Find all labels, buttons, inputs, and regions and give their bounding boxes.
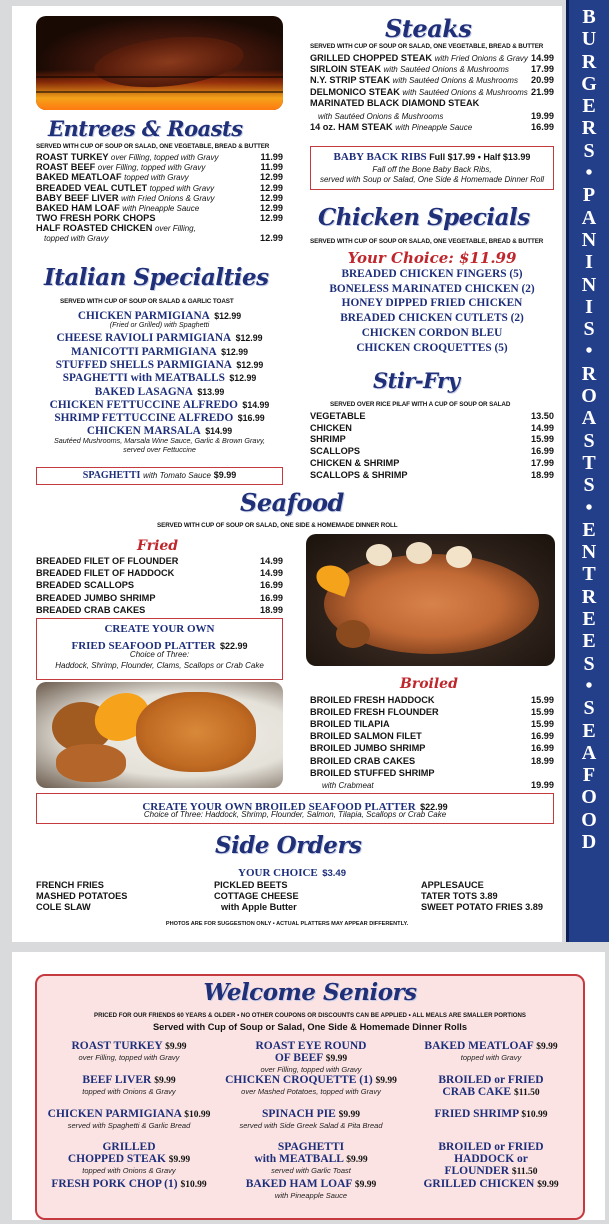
senior-item [41, 1141, 217, 1176]
broiled-row-price: 15.99 [531, 719, 554, 730]
broiled-row-name: BROILED FRESH FLOUNDER [310, 707, 439, 718]
broiled-row-price: 16.99 [531, 743, 554, 754]
seniors-page [12, 952, 605, 1220]
photo-disclaimer: PHOTOS ARE FOR SUGGESTION ONLY • ACTUAL PLATTERS MAY APPEAR DIFFERENTLY. [165, 921, 409, 927]
broiled-platter-box [36, 793, 554, 824]
senior-item-note: with Pineapple Sauce [274, 1191, 348, 1200]
spaghetti-price: $9.99 [213, 470, 237, 480]
senior-item-name-text: BEEF LIVER [82, 1074, 152, 1086]
broiled-row-name: BROILED STUFFED SHRIMP [310, 767, 435, 778]
senior-item-price: $9.99 [537, 1180, 559, 1190]
italian-row-price: $12.99 [229, 373, 257, 384]
senior-item [403, 1178, 579, 1191]
broiled-row-price: 18.99 [531, 755, 554, 766]
senior-item-price: $9.99 [165, 1042, 187, 1052]
fried-row [36, 593, 155, 604]
ribs-note: Fall off the Bone Baby Back Ribs, [372, 165, 492, 174]
stirfry-title: Stir-Fry [373, 368, 460, 393]
senior-item-name-text: BAKED MEATLOAF [424, 1040, 534, 1052]
side-item-name: TATER TOTS [421, 891, 478, 901]
broiled-row-price: 19.99 [531, 779, 554, 790]
senior-item-name-text: FLOUNDER [444, 1165, 510, 1177]
ribs-half: Half $13.99 [483, 152, 531, 162]
senior-item-price: $9.99 [354, 1180, 377, 1190]
italian-row-name: SHRIMP FETTUCCINE ALFREDO [54, 412, 234, 425]
senior-item-name [223, 1153, 399, 1166]
senior-item-name [403, 1086, 579, 1099]
side-item [421, 891, 498, 902]
stirfry-row-name: SCALLOPS [310, 446, 361, 457]
italian-row-note: (Fried or Grilled) with Spaghetti [109, 320, 210, 330]
stirfry-row [310, 458, 399, 469]
senior-item-note: over Mashed Potatoes, topped with Gravy [241, 1087, 381, 1096]
stirfry-row-name: VEGETABLE [310, 411, 366, 421]
broiled-row [310, 731, 422, 742]
italian-row-note: Sautéed Mushrooms, Marsala Wine Sauce, Garlic & Brown Gravy, [53, 435, 266, 445]
entree-row-name: BAKED HAM LOAF [36, 203, 120, 213]
entree-row-name: ROAST BEEF [36, 162, 96, 173]
senior-item-name [41, 1178, 217, 1191]
steak-row-price: 21.99 [531, 86, 554, 97]
senior-item-name [403, 1178, 579, 1191]
fried-row-name: BREADED FILET OF FLOUNDER [36, 556, 179, 566]
fried-row-name: BREADED CRAB CAKES [36, 604, 146, 615]
senior-item-name [41, 1108, 217, 1121]
italian-row-price: $16.99 [237, 413, 265, 424]
senior-item-name-text: ROAST TURKEY [71, 1040, 163, 1052]
senior-item-name [403, 1165, 579, 1178]
steak-row-name: N.Y. STRIP STEAK [310, 75, 390, 86]
ribs-box [310, 146, 554, 190]
fried-row [36, 605, 145, 616]
broiled-row [310, 707, 439, 718]
side-item-price: 3.89 [525, 902, 544, 912]
fried-row-name: BREADED JUMBO SHRIMP [36, 592, 156, 603]
side-item-name: SWEET POTATO FRIES [421, 902, 523, 912]
senior-item [223, 1040, 399, 1075]
italian-row-name: CHICKEN FETTUCCINE ALFREDO [49, 398, 238, 411]
senior-item [403, 1040, 579, 1063]
senior-item-note: over Filling, topped with Gravy [78, 1053, 180, 1062]
broiled-platter-line1: CREATE YOUR OWN BROILED SEAFOOD PLATTER [142, 801, 416, 813]
senior-item-name-text: SPINACH PIE [261, 1108, 336, 1120]
sides-choice: YOUR CHOICE [238, 867, 318, 879]
ribs-note2: served with Soup or Salad, One Side & Homemade Dinner Roll [319, 175, 545, 184]
senior-item-name [223, 1052, 399, 1065]
senior-item-name-text: with MEATBALL [254, 1153, 344, 1165]
scallops-photo [306, 534, 555, 666]
spaghetti-note: with Tomato Sauce [143, 471, 211, 480]
ribs-sep: • [477, 152, 481, 162]
stirfry-row-name: SCALLOPS & SHRIMP [310, 469, 408, 480]
senior-item-name [403, 1153, 579, 1165]
steak-photo [36, 16, 283, 110]
entree-row-name: HALF ROASTED CHICKEN [36, 223, 153, 234]
steak-row-note: with Fried Onions & Gravy [434, 54, 528, 63]
senior-item [41, 1040, 217, 1063]
senior-item-name [41, 1074, 217, 1087]
chicken-item: HONEY DIPPED FRIED CHICKEN [341, 297, 523, 310]
entree-row-price: 12.99 [260, 233, 283, 244]
seniors-title: Welcome Seniors [203, 979, 417, 1006]
stirfry-row-price: 16.99 [531, 446, 554, 457]
senior-item [223, 1074, 399, 1097]
senior-item [403, 1074, 579, 1099]
chicken-item: CHICKEN CROQUETTES (5) [356, 341, 508, 354]
stirfry-row-price: 17.99 [531, 457, 554, 468]
senior-item-name [223, 1074, 399, 1087]
side-item: COLE SLAW [36, 902, 91, 912]
senior-item-price: $9.99 [375, 1076, 397, 1086]
italian-row-name: STUFFED SHELLS PARMIGIANA [55, 358, 232, 371]
senior-item-name-text: SPAGHETTI [277, 1141, 345, 1153]
italian-row-price: $14.99 [205, 426, 233, 437]
steak-row-note: with Sautéed Onions & Mushrooms [318, 112, 444, 121]
sides-title: Side Orders [215, 832, 362, 859]
stirfry-row-name: SHRIMP [310, 434, 346, 445]
chicken-title: Chicken Specials [318, 204, 530, 231]
spaghetti-name: SPAGHETTI [82, 470, 141, 481]
senior-item-name-text: BROILED or FRIED [438, 1074, 544, 1086]
senior-item-name-text: BAKED HAM LOAF [245, 1178, 353, 1190]
chicken-item: CHICKEN CORDON BLEU [361, 326, 503, 339]
broiled-row-name: BROILED SALMON FILET [310, 731, 422, 742]
steak-row-name: DELMONICO STEAK [310, 86, 400, 97]
senior-item-price: $9.99 [168, 1155, 191, 1165]
chicken-choice: Your Choice: $11.99 [347, 249, 517, 267]
italian-row-name: MANICOTTI PARMIGIANA [70, 345, 217, 358]
steak-row-price: 20.99 [531, 75, 554, 86]
side-item: with Apple Butter [221, 902, 297, 912]
broiled-row [310, 695, 435, 706]
side-item: PICKLED BEETS [214, 880, 288, 890]
italian-row-price: $12.99 [235, 333, 263, 344]
sides-choice-line [238, 863, 346, 881]
entree-row-note2-text: topped with Gravy [44, 234, 109, 244]
senior-item-name-text: FRESH PORK CHOP (1) [51, 1178, 178, 1190]
senior-item [41, 1108, 217, 1131]
senior-item-name-text: CHOPPED STEAK [67, 1153, 166, 1165]
broiled-row [310, 756, 415, 767]
stirfry-row [310, 411, 365, 422]
italian-title: Italian Specialties [44, 264, 269, 291]
italian-row-note2: served over Fettuccine [123, 444, 196, 454]
fried-seafood-photo [36, 682, 283, 788]
senior-item-name-text: GRILLED CHICKEN [423, 1178, 535, 1190]
entree-row-note: over Filling, [154, 224, 196, 234]
senior-item [41, 1074, 217, 1097]
senior-item [41, 1178, 217, 1191]
senior-item-price: $10.99 [521, 1110, 548, 1120]
senior-item-name [403, 1141, 579, 1153]
broiled-row-name: BROILED JUMBO SHRIMP [310, 743, 426, 754]
side-item: MASHED POTATOES [36, 891, 128, 901]
senior-item-name [41, 1153, 217, 1166]
fried-platter-box [36, 618, 283, 680]
entree-row-name: ROAST TURKEY [36, 152, 109, 162]
stirfry-row-price: 15.99 [531, 434, 554, 445]
entree-row-note2 [44, 233, 108, 244]
fried-platter-price: $22.99 [219, 641, 248, 651]
entrees-subtitle: SERVED WITH CUP OF SOUP OR SALAD, ONE VEGETABLE, BREAD & BUTTER [36, 143, 270, 150]
senior-item-note: over Filling, topped with Gravy [260, 1065, 362, 1074]
entree-row-name: BAKED MEATLOAF [36, 172, 122, 183]
senior-item-name [223, 1108, 399, 1121]
italian-row-name: CHICKEN MARSALA [86, 425, 201, 438]
senior-item-name [403, 1074, 579, 1086]
fried-row-price: 16.99 [260, 592, 283, 603]
entree-row-note: topped with Gravy [124, 173, 189, 183]
ribs-name: BABY BACK RIBS [333, 151, 427, 163]
chicken-item: BONELESS MARINATED CHICKEN (2) [329, 282, 535, 295]
broiled-platter-price: $22.99 [420, 802, 448, 812]
fried-row [36, 556, 178, 567]
fried-row-name: BREADED SCALLOPS [36, 580, 135, 591]
seafood-title: Seafood [240, 488, 344, 517]
senior-item-name [223, 1040, 399, 1052]
steak-row [310, 122, 472, 133]
entree-row-name: BREADED VEAL CUTLET [36, 182, 148, 193]
entree-row-note: over Filling, topped with Gravy [97, 163, 206, 173]
chicken-item: BREADED CHICKEN CUTLETS (2) [340, 312, 524, 325]
side-item-price: 3.89 [479, 891, 498, 901]
senior-item-name-text: OF BEEF [274, 1052, 323, 1064]
senior-item-name [223, 1141, 399, 1153]
entree-row-price: 12.99 [260, 213, 283, 224]
stirfry-row-name: CHICKEN & SHRIMP [310, 457, 400, 468]
steak-row-note: with Pineapple Sauce [395, 123, 473, 133]
side-item: COTTAGE CHEESE [214, 891, 299, 901]
senior-item-name-text: BROILED or FRIED [438, 1141, 544, 1153]
seafood-subtitle: SERVED WITH CUP OF SOUP OR SALAD, ONE SIDE & HOMEMADE DINNER ROLL [157, 522, 398, 529]
steaks-subtitle: SERVED WITH CUP OF SOUP OR SALAD, ONE VEGETABLE, BREAD & BUTTER [310, 43, 544, 50]
italian-row-name: CHICKEN PARMIGIANA [77, 310, 210, 322]
senior-item-note: served with Garlic Toast [271, 1166, 351, 1175]
ribs-full: Full $17.99 [429, 152, 476, 162]
senior-item-name-text: GRILLED [102, 1141, 156, 1153]
senior-item-name [403, 1040, 579, 1053]
steak-row-name: MARINATED BLACK DIAMOND STEAK [310, 97, 480, 108]
italian-row-price: $12.99 [236, 359, 264, 370]
stirfry-row [310, 423, 352, 434]
senior-item-price: $9.99 [536, 1042, 558, 1052]
senior-item-name-text: CHICKEN CROQUETTE (1) [225, 1074, 373, 1086]
entree-row-price: 12.99 [260, 182, 283, 193]
senior-item [223, 1108, 399, 1131]
steak-row-price: 16.99 [531, 122, 554, 133]
senior-item [403, 1141, 579, 1178]
broiled-row [322, 780, 374, 791]
side-item-name: APPLESAUCE [421, 880, 484, 890]
senior-item-name-text: CHICKEN PARMIGIANA [47, 1108, 182, 1120]
senior-item-name [41, 1040, 217, 1053]
senior-item-note: topped with Gravy [460, 1053, 522, 1062]
entree-row-note: topped with Gravy [149, 183, 215, 193]
steak-row-note: with Sautéed Onions & Mushrooms [402, 87, 528, 97]
steak-row [310, 75, 518, 86]
senior-item-name-text: CRAB CAKE [442, 1086, 512, 1098]
senior-item-price: $11.50 [513, 1088, 540, 1098]
stirfry-row-price: 18.99 [531, 469, 554, 480]
category-banner [566, 0, 609, 942]
side-item: FRENCH FRIES [36, 880, 104, 890]
side-item [421, 880, 484, 891]
steak-row-name: 14 oz. HAM STEAK [310, 122, 393, 133]
italian-row-name: BAKED LASAGNA [94, 385, 193, 398]
steak-row-price: 17.99 [531, 64, 554, 75]
steak-row-price: 19.99 [531, 111, 554, 121]
sides-price: $3.49 [322, 868, 346, 879]
senior-item-name [403, 1108, 579, 1121]
steak-row [310, 98, 479, 109]
broiled-row-name: BROILED FRESH HADDOCK [310, 695, 435, 705]
stirfry-row [310, 470, 408, 481]
italian-row-price: $13.99 [197, 386, 225, 397]
entree-row-price: 11.99 [260, 152, 283, 162]
stirfry-row-price: 14.99 [531, 422, 554, 433]
menu-page [12, 6, 562, 942]
italian-row-price: $12.99 [214, 311, 242, 321]
entree-row-name: TWO FRESH PORK CHOPS [36, 213, 156, 224]
senior-item-note: topped with Onions & Gravy [82, 1166, 176, 1175]
entree-row-price: 12.99 [260, 203, 283, 213]
steak-row-price: 14.99 [531, 53, 554, 63]
broiled-row [310, 768, 435, 779]
steak-row-note: with Sautéed Onions & Mushrooms [392, 76, 518, 86]
steaks-title: Steaks [385, 14, 472, 43]
fried-platter-line2: FRIED SEAFOOD PLATTER [71, 640, 216, 652]
entree-row-price: 12.99 [260, 172, 283, 183]
italian-row-price: $14.99 [242, 399, 270, 410]
seniors-panel [35, 974, 585, 1220]
senior-item-name [223, 1178, 399, 1191]
broiled-row-price: 16.99 [531, 731, 554, 742]
fried-row [36, 568, 174, 579]
italian-row-name: CHEESE RAVIOLI PARMIGIANA [56, 332, 232, 345]
senior-item-note: served with Side Greek Salad & Pita Bread [239, 1121, 383, 1130]
entree-row-price: 11.99 [260, 162, 283, 173]
senior-item-price: $9.99 [346, 1155, 368, 1165]
broiled-row-note: with Crabmeat [322, 780, 374, 790]
fried-platter-note: Choice of Three: [129, 650, 190, 659]
chicken-item: BREADED CHICKEN FINGERS (5) [341, 268, 523, 280]
stirfry-row [310, 446, 360, 457]
senior-item-name-text: HADDOCK or [454, 1153, 528, 1165]
italian-row-price: $12.99 [221, 346, 249, 357]
seniors-fine-print: PRICED FOR OUR FRIENDS 60 YEARS & OLDER • NO OTHER COUPONS OR DISCOUNTS CAN BE APPLIED • ALL MEALS ARE SMALLER PORTIONS [94, 1012, 526, 1019]
fried-platter-line1: CREATE YOUR OWN [104, 623, 215, 635]
italian-subtitle: SERVED WITH CUP OF SOUP OR SALAD & GARLIC TOAST [60, 298, 234, 305]
senior-item [403, 1108, 579, 1121]
senior-item-price: $11.50 [511, 1167, 538, 1177]
italian-row-name: SPAGHETTI with MEATBALLS [62, 372, 225, 385]
fried-row-price: 14.99 [260, 568, 283, 579]
seniors-served: Served with Cup of Soup or Salad, One Side & Homemade Dinner Rolls [152, 1022, 468, 1032]
stirfry-row-price: 13.50 [531, 411, 554, 421]
entree-row-note: with Pineapple Sauce [122, 204, 200, 213]
steak-row-name: SIRLOIN STEAK [310, 64, 381, 75]
senior-item-price: $10.99 [180, 1180, 207, 1190]
entree-row-note: with Fried Onions & Gravy [121, 193, 215, 203]
senior-item-price: $9.99 [338, 1110, 361, 1120]
fried-row-price: 14.99 [260, 556, 283, 566]
senior-item-name-text: FRIED SHRIMP [434, 1108, 519, 1120]
entree-row-price: 12.99 [260, 192, 283, 203]
fried-row-price: 18.99 [260, 604, 283, 615]
entrees-title: Entrees & Roasts [48, 116, 243, 141]
broiled-row-price: 15.99 [531, 707, 554, 718]
steak-row-note: with Sautéed Onions & Mushrooms [383, 65, 509, 75]
senior-item-price: $9.99 [154, 1076, 176, 1086]
steak-row [318, 111, 443, 122]
broiled-platter-note: Choice of Three: Haddock, Shrimp, Flounder, Salmon, Tilapia, Scallops or Crab Cake [143, 810, 447, 819]
side-item [421, 902, 543, 913]
category-banner-text: B U R G E R S • P A N I N I S • R O A S T S • E N T R E E S • S E A F O O D [581, 6, 597, 853]
senior-item-note: topped with Onions & Gravy [82, 1087, 176, 1096]
senior-item-note: served with Spaghetti & Garlic Bread [67, 1121, 191, 1130]
stirfry-row-name: CHICKEN [310, 422, 352, 433]
senior-item [223, 1141, 399, 1176]
entree-row-name: BABY BEEF LIVER [36, 192, 119, 203]
steak-row-name: GRILLED CHOPPED STEAK [310, 53, 432, 63]
senior-item [223, 1178, 399, 1201]
broiled-title: Broiled [400, 676, 458, 692]
steak-row [310, 64, 509, 75]
broiled-row-name: BROILED CRAB CAKES [310, 755, 416, 766]
senior-item-name-text: ROAST EYE ROUND [255, 1040, 367, 1052]
senior-item-price: $9.99 [325, 1054, 348, 1064]
spaghetti-box [36, 467, 283, 485]
stirfry-subtitle: SERVED OVER RICE PILAF WITH A CUP OF SOUP OR SALAD [330, 401, 511, 408]
fried-row-name: BREADED FILET OF HADDOCK [36, 568, 175, 579]
senior-item-price: $10.99 [184, 1110, 211, 1120]
stirfry-row [310, 434, 346, 445]
entree-row-note: over Filling, topped with Gravy [110, 153, 219, 162]
fried-platter-note2: Haddock, Shrimp, Flounder, Clams, Scallops or Crab Cake [55, 661, 264, 670]
broiled-row [310, 719, 390, 730]
broiled-row [310, 743, 425, 754]
broiled-row-name: BROILED TILAPIA [310, 719, 390, 730]
chicken-subtitle: SERVED WITH CUP OF SOUP OR SALAD, ONE VEGETABLE, BREAD & BUTTER [310, 238, 544, 245]
fried-title: Fried [137, 538, 179, 554]
fried-row [36, 580, 134, 591]
senior-item-name [41, 1141, 217, 1153]
fried-row-price: 16.99 [260, 580, 283, 591]
broiled-row-price: 15.99 [531, 695, 554, 705]
